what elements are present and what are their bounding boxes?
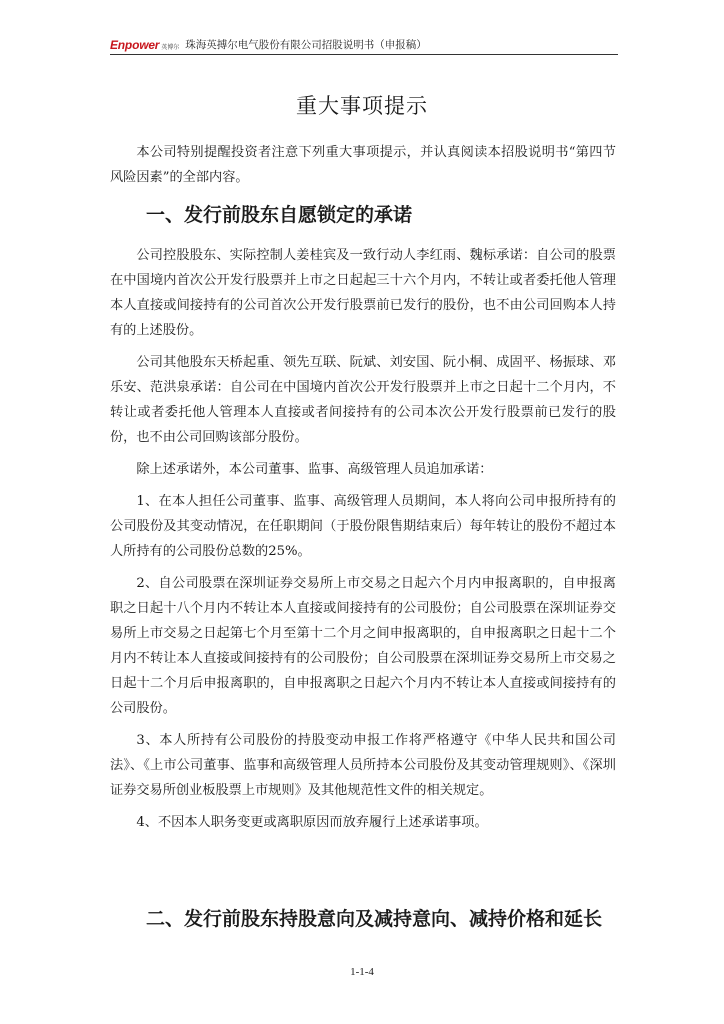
company-logo: [110, 38, 179, 52]
paragraph: 2、自公司股票在深圳证券交易所上市交易之日起六个月内申报离职的，自申报离职之日起十八个月内不转让本人直接或间接持有的公司股份；自公司股票在深圳证券交易所上市交易之日起第七个月至第十二个月之间申报离职的，自申报离职之日起十二个月内不转让本人直接或间接持有的公司股份；自公司股票在深圳证券交易所上市交易之日起十二个月后申报离职的，自申报离职之日起六个月内不转让本人直接或间接持有的公司股份。: [110, 576, 616, 716]
section-2-heading: 二、发行前股东持股意向及减持意向、减持价格和延长: [146, 908, 603, 930]
paragraph: 1、在本人担任公司董事、监事、高级管理人员期间，本人将向公司申报所持有的公司股份及其变动情况，在任职期间（于股份限售期结束后）每年转让的股份不超过本人所持有的公司股份总数的25%。: [110, 494, 616, 559]
logo-text: Enpower: [110, 38, 160, 52]
paragraph: 3、本人所持有公司股份的持股变动申报工作将严格遵守《中华人民共和国公司法》、《上市公司董事、监事和高级管理人员所持本公司股份及其变动管理规则》、《深圳证券交易所创业板股票上市规则》及其他规范性文件的相关规定。: [110, 733, 616, 798]
header-title: 珠海英搏尔电气股份有限公司招股说明书（申报稿）: [185, 39, 427, 51]
logo-cn-text: 英博尔: [161, 44, 180, 51]
document-body: [110, 140, 616, 835]
paragraph: 4、不因本人职务变更或离职原因而放弃履行上述承诺事项。: [136, 815, 488, 830]
paragraph: 公司其他股东天桥起重、领先互联、阮斌、刘安国、阮小桐、成固平、杨振球、邓乐安、范洪泉承诺：自公司在中国境内首次公开发行股票并上市之日起十二个月内，不转让或者委托他人管理本人直接或者间接持有的公司本次公开发行股票前已发行的股份，也不由公司回购该部分股份。: [110, 355, 616, 445]
page-number: 1-1-4: [350, 966, 374, 978]
paragraph: 除上述承诺外，本公司董事、监事、高级管理人员追加承诺：: [136, 462, 493, 477]
page-title: 重大事项提示: [296, 94, 428, 118]
paragraph: 公司控股股东、实际控制人姜桂宾及一致行动人李红雨、魏标承诺：自公司的股票在中国境内首次公开发行股票并上市之日起起三十六个月内，不转让或者委托他人管理本人直接或间接持有的公司首次公开发行股票前已发行的股份，也不由公司回购本人持有的上述股份。: [110, 248, 616, 338]
section-1-heading: 一、发行前股东自愿锁定的承诺: [146, 204, 413, 226]
intro-paragraph: 本公司特别提醒投资者注意下列重大事项提示，并认真阅读本招股说明书“第四节 风险因素”的全部内容。: [110, 145, 616, 185]
page-header: [110, 36, 618, 55]
